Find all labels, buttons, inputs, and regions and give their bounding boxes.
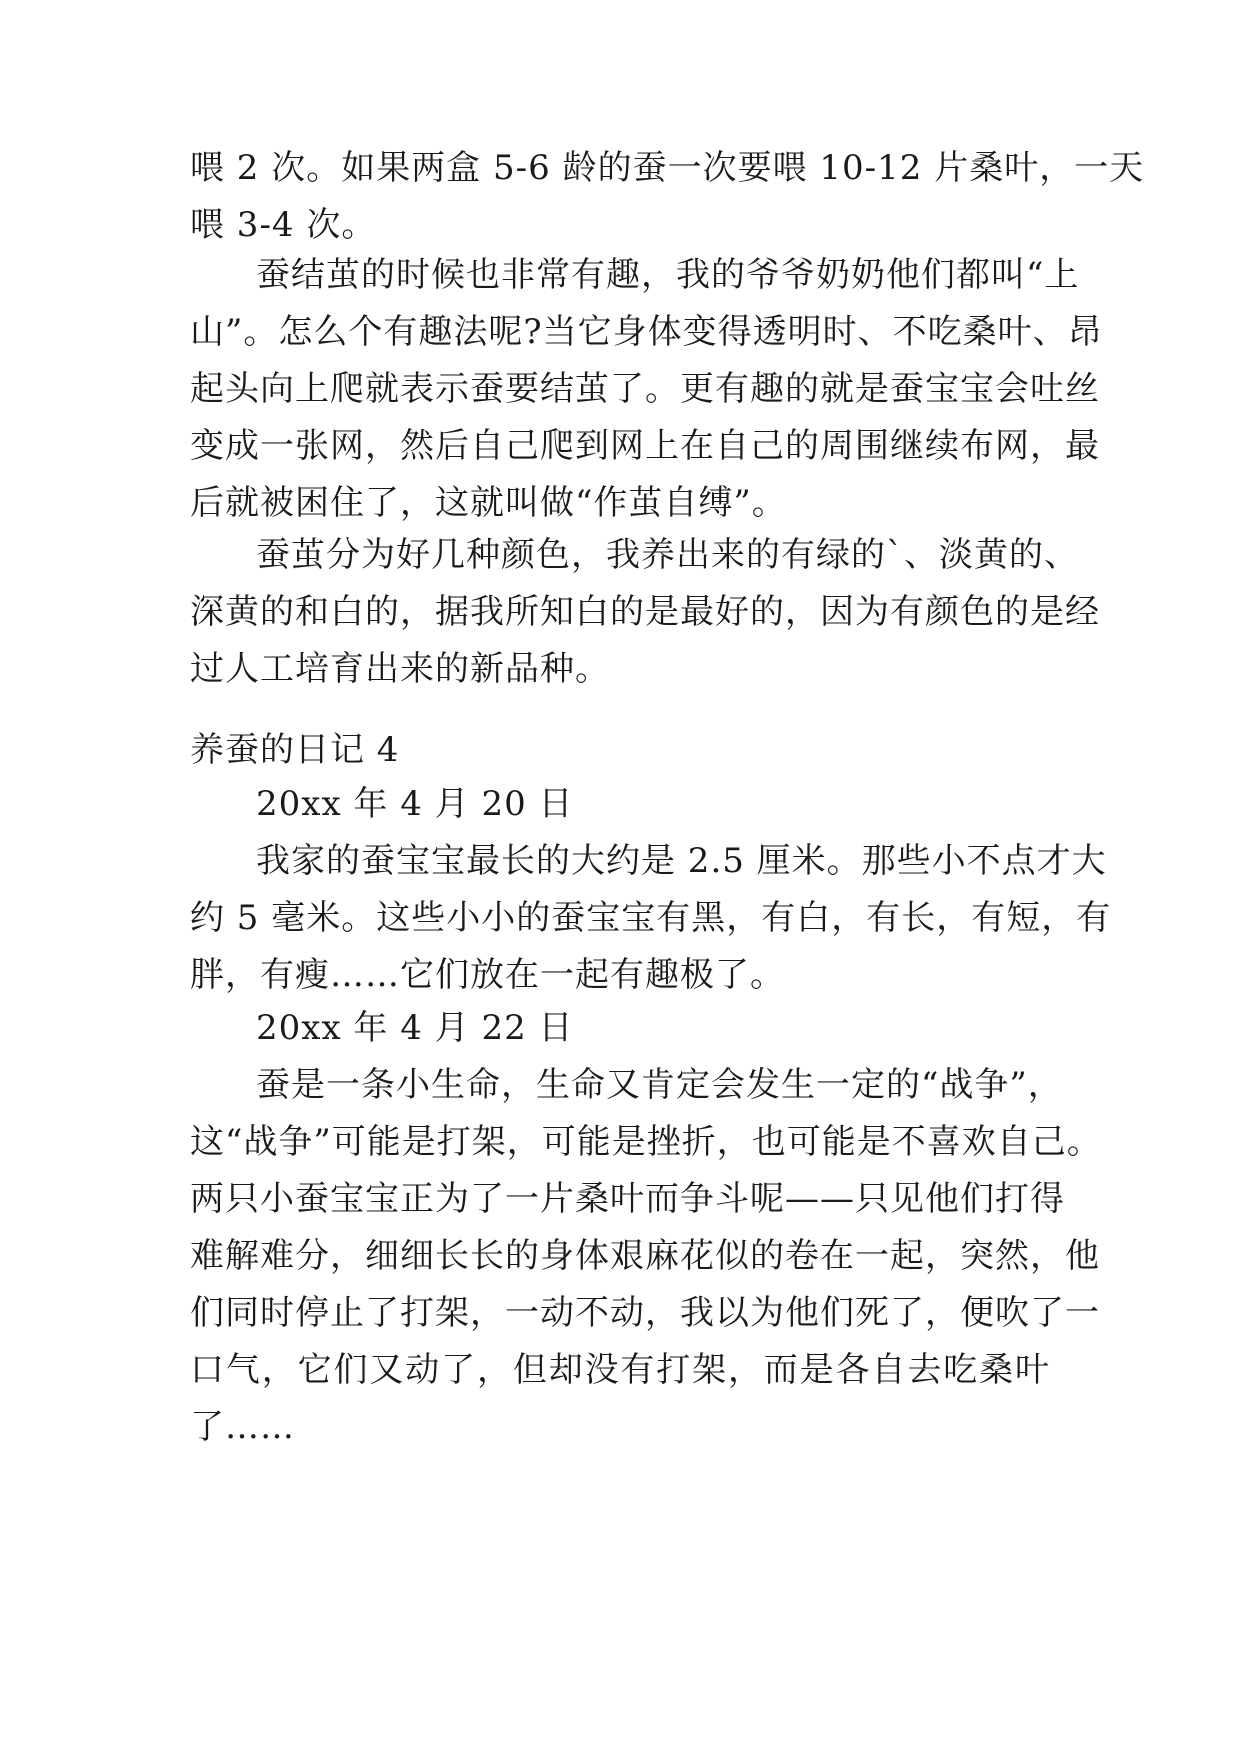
text-line: 喂 2 次。如果两盒 5-6 龄的蚕一次要喂 10-12 片桑叶，一天 [190, 148, 1145, 188]
paragraph-cocoon [190, 247, 1103, 532]
text-line: 了…… [190, 1407, 295, 1447]
text-line: 难解难分，细细长长的身体艰麻花似的卷在一起，突然，他 [190, 1236, 1100, 1276]
text-line: 胖，有瘦……它们放在一起有趣极了。 [190, 955, 785, 995]
entry-date: 20xx 年 4 月 22 日 [256, 1008, 574, 1048]
text-line: 起头向上爬就表示蚕要结茧了。更有趣的就是蚕宝宝会吐丝 [190, 369, 1100, 409]
text-line: 深黄的和白的，据我所知白的是最好的，因为有颜色的是经 [190, 592, 1100, 632]
text-line: 我家的蚕宝宝最长的大约是 2.5 厘米。那些小不点才大 [256, 841, 1107, 881]
text-line: 蚕是一条小生命，生命又肯定会发生一定的“战争”， [256, 1065, 1063, 1105]
paragraph-feeding [190, 140, 1145, 254]
text-line: 蚕结茧的时候也非常有趣，我的爷爷奶奶他们都叫“上 [256, 255, 1080, 295]
text-line: 两只小蚕宝宝正为了一片桑叶而争斗呢——只见他们打得 [190, 1179, 1065, 1219]
section-title: 养蚕的日记 4 [190, 730, 400, 770]
text-line: 后就被困住了，这就叫做“作茧自缚”。 [190, 483, 787, 523]
paragraph-cocoon-colors [190, 527, 1100, 698]
text-line: 口气，它们又动了，但却没有打架，而是各自去吃桑叶 [190, 1350, 1050, 1390]
text-line: 山”。怎么个有趣法呢?当它身体变得透明时、不吃桑叶、昂 [190, 312, 1103, 352]
text-line: 过人工培育出来的新品种。 [190, 649, 610, 689]
diary-entry [190, 1000, 1102, 1456]
text-line: 这“战争”可能是打架，可能是挫折，也可能是不喜欢自己。 [190, 1122, 1102, 1162]
diary-entry [190, 776, 1112, 1004]
text-line: 变成一张网，然后自己爬到网上在自己的周围继续布网，最 [190, 426, 1100, 466]
section-heading [190, 722, 1050, 779]
text-line: 们同时停止了打架，一动不动，我以为他们死了，便吹了一 [190, 1293, 1100, 1333]
text-line: 喂 3-4 次。 [190, 205, 377, 245]
entry-date: 20xx 年 4 月 20 日 [256, 784, 574, 824]
text-line: 约 5 毫米。这些小小的蚕宝宝有黑，有白，有长，有短，有 [190, 898, 1112, 938]
text-line: 蚕茧分为好几种颜色，我养出来的有绿的`、淡黄的、 [256, 535, 1079, 575]
